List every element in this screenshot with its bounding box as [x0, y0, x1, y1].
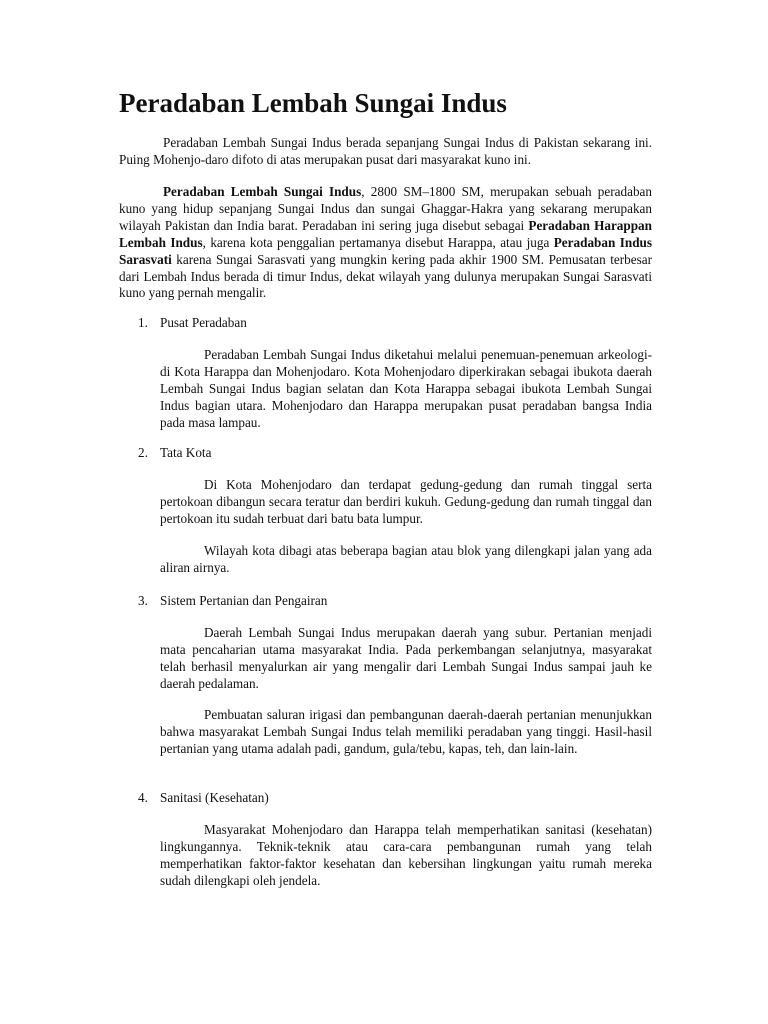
section-heading-3: [138, 593, 327, 610]
definition-text-1: , 2800 SM–1800 SM, merupakan sebuah peradaban kuno yang hidup sepanjang Sungai Indus dan sungai Ghaggar-Hakra yang sekarang merupakan wilayah Pakistan dan India barat. Peradaban ini sering juga disebut sebagai: [119, 184, 652, 233]
intro-paragraph: Peradaban Lembah Sungai Indus berada sepanjang Sungai Indus di Pakistan sekarang ini. Puing Mohenjo-daro difoto di atas merupakan pusat dari masyarakat kuno ini.: [119, 135, 652, 167]
section-heading-4: [138, 790, 269, 807]
section-title: Tata Kota: [160, 445, 212, 460]
section-number: 1.: [138, 315, 148, 330]
section-heading-1: [138, 315, 247, 332]
definition-paragraph: [119, 184, 652, 302]
section-title: Pusat Peradaban: [160, 315, 247, 330]
bold-term-sarasvati: Peradaban Indus Sarasvati: [119, 234, 652, 267]
section-3-paragraph-2: Pembuatan saluran irigasi dan pembangunan daerah-daerah pertanian menunjukkan bahwa masyarakat Lembah Sungai Indus telah memiliki peradaban yang tinggi. Hasil-hasil pertanian yang utama adalah padi, gandum, gula/tebu, kapas, teh, dan lain-lain.: [160, 707, 652, 756]
definition-text-2: , karena kota penggalian pertamanya disebut Harappa, atau juga: [202, 234, 554, 250]
bold-term-indus-civilization: Peradaban Lembah Sungai Indus: [163, 184, 362, 199]
section-title: Sanitasi (Kesehatan): [160, 790, 269, 805]
section-3-paragraph-1: Daerah Lembah Sungai Indus merupakan daerah yang subur. Pertanian menjadi mata pencaharian utama masyarakat India. Pada perkembangan selanjutnya, masyarakat telah berhasil menyalurkan air yang mengalir dari Lembah Sungai Indus sampai jauh ke daerah pedalaman.: [160, 625, 652, 691]
section-title: Sistem Pertanian dan Pengairan: [160, 593, 328, 608]
section-4-paragraph-1: Masyarakat Mohenjodaro dan Harappa telah memperhatikan sanitasi (kesehatan) lingkungannya. Teknik-teknik atau cara-cara pembangunan rumah yang telah memperhatikan faktor-faktor kesehatan dan kebersihan lingkungan yaitu rumah mereka sudah dilengkapi oleh jendela.: [160, 822, 652, 888]
definition-text-3: karena Sungai Sarasvati yang mungkin kering pada akhir 1900 SM. Pemusatan terbesar dari Lembah Indus berada di timur Indus, dekat wilayah yang dulunya merupakan Sungai Sarasvati kuno yang pernah mengalir.: [119, 251, 652, 301]
section-1-paragraph-1: Peradaban Lembah Sungai Indus diketahui melalui penemuan-penemuan arkeologi-di Kota Harappa dan Mohenjodaro. Kota Mohenjodaro diperkirakan sebagai ibukota daerah Lembah Sungai Indus bagian selatan dan Kota Harappa sebagai ibukota Lembah Sungai Indus bagian utara. Mohenjodaro dan Harappa merupakan pusat peradaban bangsa India pada masa lampau.: [160, 347, 652, 430]
section-number: 4.: [138, 790, 148, 805]
section-heading-2: [138, 445, 211, 462]
page-title: Peradaban Lembah Sungai Indus: [119, 88, 507, 118]
section-2-paragraph-2: Wilayah kota dibagi atas beberapa bagian atau blok yang dilengkapi jalan yang ada aliran airnya.: [160, 543, 652, 575]
bold-term-harappan: Peradaban Harappan Lembah Indus: [119, 217, 652, 250]
section-number: 3.: [138, 593, 148, 608]
section-2-paragraph-1: Di Kota Mohenjodaro dan terdapat gedung-gedung dan rumah tinggal serta pertokoan dibangun secara teratur dan berdiri kukuh. Gedung-gedung dan rumah tinggal dan pertokoan itu sudah terbuat dari batu bata lumpur.: [160, 477, 652, 526]
section-number: 2.: [138, 445, 148, 460]
